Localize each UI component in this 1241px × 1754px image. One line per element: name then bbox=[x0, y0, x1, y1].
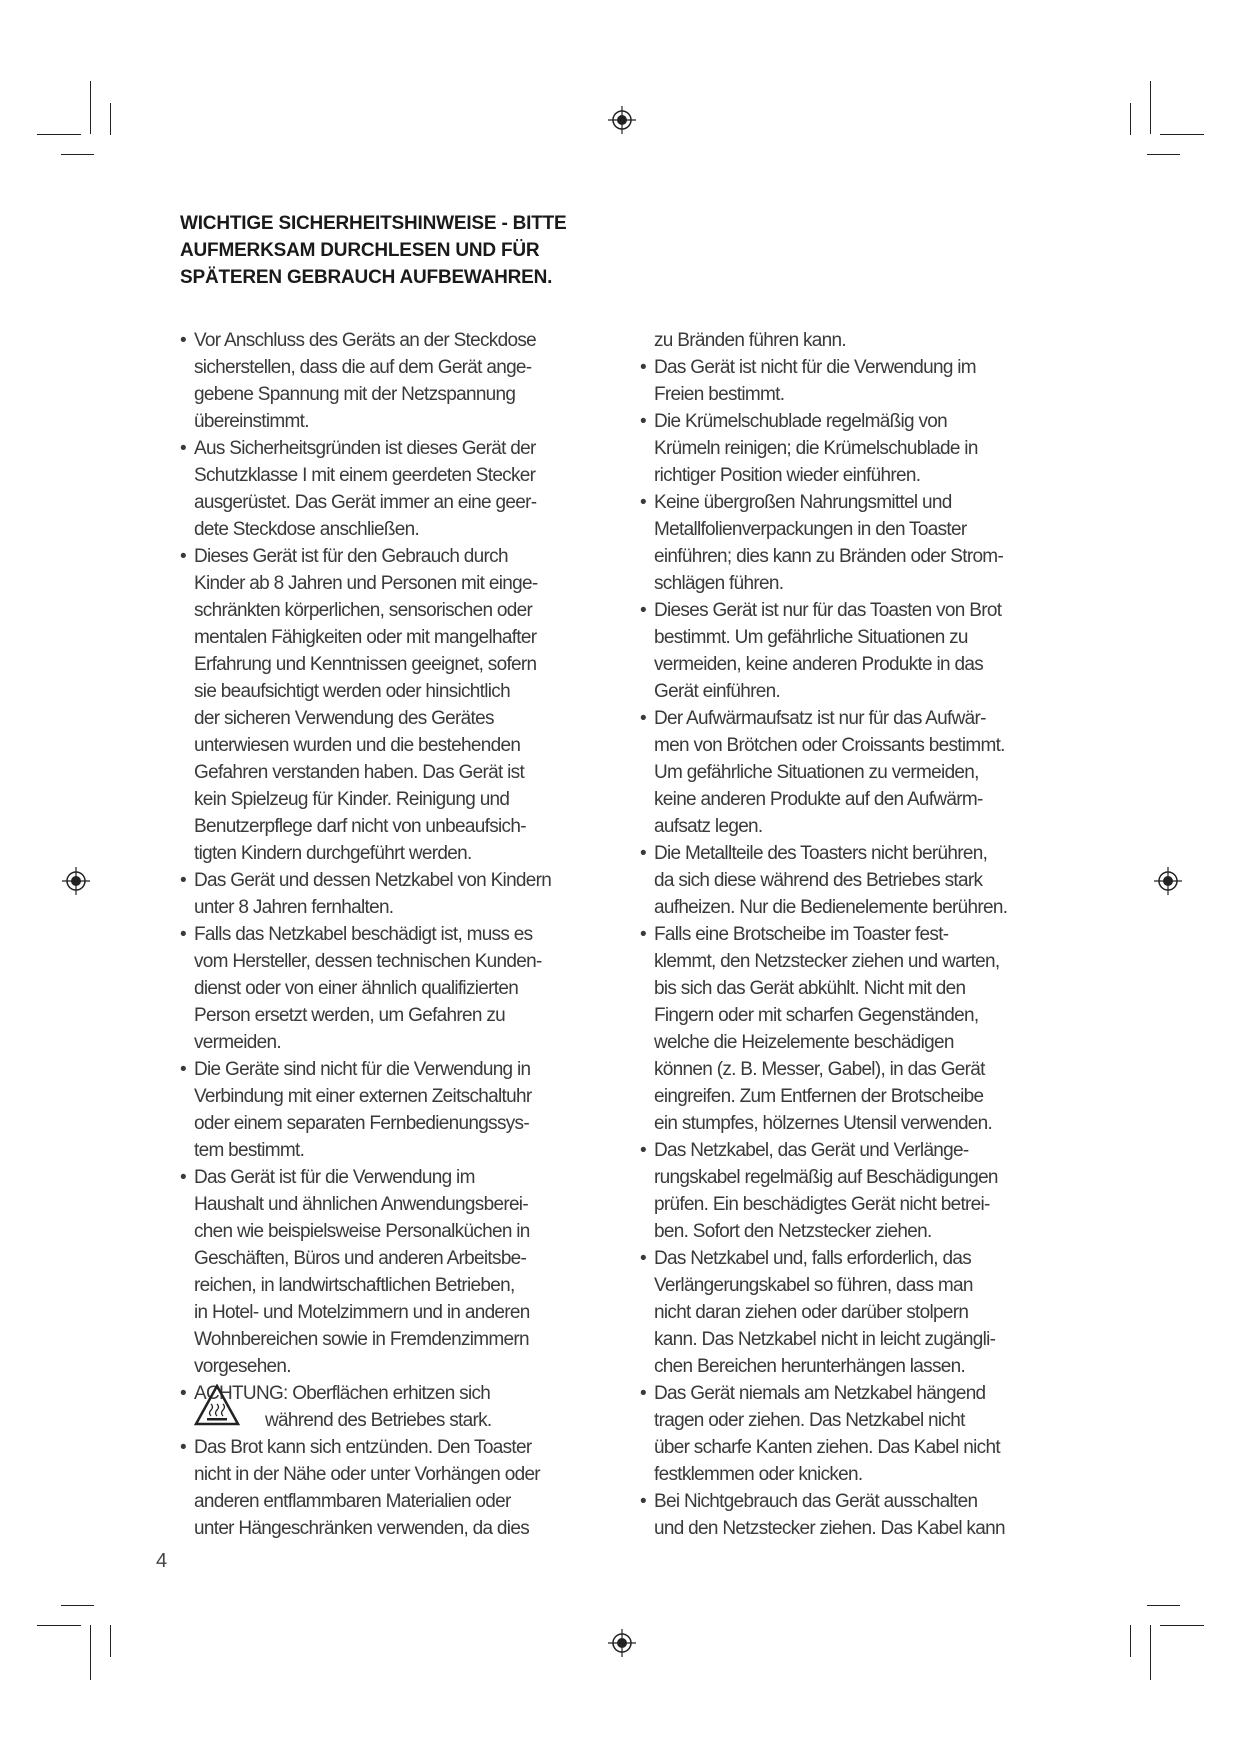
crop-mark bbox=[1160, 134, 1204, 135]
text-line: ein stumpfes, hölzernes Utensil verwenden. bbox=[654, 1113, 993, 1134]
text-line: kann. Das Netzkabel nicht in leicht zugängli- bbox=[654, 1329, 996, 1350]
text-line: Falls eine Brotscheibe im Toaster fest- bbox=[654, 924, 949, 945]
bullet: • bbox=[640, 1248, 646, 1269]
crop-mark bbox=[37, 134, 81, 135]
list-item bbox=[180, 543, 551, 867]
text-line: Krümeln reinigen; die Krümelschublade in bbox=[654, 438, 978, 459]
text-line: sicherstellen, dass die auf dem Gerät ange- bbox=[194, 357, 532, 378]
text-line: Gerät einführen. bbox=[654, 681, 781, 702]
text-line: chen wie beispielsweise Personalküchen in bbox=[194, 1221, 530, 1242]
text-line: Verbindung mit einer externen Zeitschaltuhr bbox=[194, 1086, 532, 1107]
text-line: rungskabel regelmäßig auf Beschädigungen bbox=[654, 1167, 998, 1188]
list-item bbox=[640, 840, 1007, 921]
list-item bbox=[180, 1164, 551, 1380]
text-line: unter Hängeschränken verwenden, da dies bbox=[194, 1518, 529, 1539]
bullet: • bbox=[640, 411, 646, 432]
text-line: anderen entflammbaren Materialien oder bbox=[194, 1491, 511, 1512]
list-item bbox=[640, 354, 1007, 408]
text-line: über scharfe Kanten ziehen. Das Kabel nicht bbox=[654, 1437, 1000, 1458]
heading-line: AUFMERKSAM DURCHLESEN UND FÜR bbox=[180, 240, 540, 261]
text-line: Freien bestimmt. bbox=[654, 384, 785, 405]
text-line: tigten Kindern durchgeführt werden. bbox=[194, 843, 472, 864]
text-line: Vor Anschluss des Geräts an der Steckdose bbox=[194, 330, 537, 351]
hot-surface-warning-icon bbox=[194, 1384, 240, 1426]
bullet: • bbox=[180, 546, 186, 567]
list-item bbox=[180, 327, 551, 435]
text-line: reichen, in landwirtschaftlichen Betrieben, bbox=[194, 1275, 515, 1296]
list-item bbox=[180, 1056, 551, 1164]
bullet: • bbox=[180, 870, 186, 891]
crop-mark bbox=[1147, 154, 1180, 155]
bullet: • bbox=[640, 708, 646, 729]
list-item bbox=[640, 1380, 1007, 1488]
crop-mark bbox=[61, 154, 94, 155]
text-line: Das Netzkabel, das Gerät und Verlänge- bbox=[654, 1140, 969, 1161]
text-line: in Hotel- und Motelzimmern und in anderen bbox=[194, 1302, 530, 1323]
crop-mark bbox=[90, 81, 91, 134]
bullet: • bbox=[640, 843, 646, 864]
text-line: kein Spielzeug für Kinder. Reinigung und bbox=[194, 789, 510, 810]
text-line: vermeiden, keine anderen Produkte in das bbox=[654, 654, 984, 675]
text-line: gebene Spannung mit der Netzspannung bbox=[194, 384, 516, 405]
crop-mark bbox=[1160, 1625, 1204, 1626]
crop-mark bbox=[110, 1625, 111, 1657]
text-line: tem bestimmt. bbox=[194, 1140, 305, 1161]
crop-mark bbox=[110, 103, 111, 135]
crop-mark bbox=[1150, 1625, 1151, 1680]
text-line: der sicheren Verwendung des Gerätes bbox=[194, 708, 494, 729]
text-line: Aus Sicherheitsgründen ist dieses Gerät der bbox=[194, 438, 536, 459]
text-line: aufheizen. Nur die Bedienelemente berühren. bbox=[654, 897, 1008, 918]
text-line: Dieses Gerät ist nur für das Toasten von Brot bbox=[654, 600, 1002, 621]
bullet: • bbox=[180, 330, 186, 351]
text-line: mentalen Fähigkeiten oder mit mangelhafter bbox=[194, 627, 537, 648]
text-line: da sich diese während des Betriebes stark bbox=[654, 870, 983, 891]
bullet: • bbox=[180, 1437, 186, 1458]
text-line: Fingern oder mit scharfen Gegenständen, bbox=[654, 1005, 979, 1026]
text-line: nicht daran ziehen oder darüber stolpern bbox=[654, 1302, 969, 1323]
text-line: schlägen führen. bbox=[654, 573, 784, 594]
crop-mark bbox=[61, 1605, 94, 1606]
heading-line: SPÄTEREN GEBRAUCH AUFBEWAHREN. bbox=[180, 267, 553, 288]
bullet: • bbox=[640, 600, 646, 621]
text-line: ACHTUNG: Oberflächen erhitzen sich bbox=[194, 1383, 491, 1404]
text-line: dienst oder von einer ähnlich qualifizierten bbox=[194, 978, 519, 999]
text-line: Keine übergroßen Nahrungsmittel und bbox=[654, 492, 952, 513]
bullet: • bbox=[180, 1383, 186, 1404]
text-line: Das Gerät ist nicht für die Verwendung im bbox=[654, 357, 976, 378]
list-item bbox=[640, 489, 1007, 597]
text-line: klemmt, den Netzstecker ziehen und warten, bbox=[654, 951, 1000, 972]
list-item bbox=[180, 1434, 551, 1542]
list-item bbox=[640, 1245, 1007, 1380]
text-line: nicht in der Nähe oder unter Vorhängen oder bbox=[194, 1464, 540, 1485]
text-line: aufsatz legen. bbox=[654, 816, 763, 837]
text-line: oder einem separaten Fernbedienungssys- bbox=[194, 1113, 529, 1134]
bullet: • bbox=[640, 492, 646, 513]
text-line: Verlängerungskabel so führen, dass man bbox=[654, 1275, 973, 1296]
bullet: • bbox=[180, 1059, 186, 1080]
text-line: keine anderen Produkte auf den Aufwärm- bbox=[654, 789, 983, 810]
text-line: dete Steckdose anschließen. bbox=[194, 519, 420, 540]
text-line: sie beaufsichtigt werden oder hinsichtlich bbox=[194, 681, 510, 702]
text-line: welche die Heizelemente beschädigen bbox=[654, 1032, 954, 1053]
text-line: Wohnbereichen sowie in Fremdenzimmern bbox=[194, 1329, 529, 1350]
text-line: Falls das Netzkabel beschädigt ist, muss es bbox=[194, 924, 533, 945]
crop-mark bbox=[1130, 103, 1131, 135]
text-line: zu Bränden führen kann. bbox=[654, 330, 846, 351]
crop-mark bbox=[1150, 81, 1151, 134]
list-item bbox=[640, 408, 1007, 489]
crop-mark bbox=[1130, 1625, 1131, 1657]
text-line: Schutzklasse I mit einem geerdeten Stecker bbox=[194, 465, 536, 486]
text-line: prüfen. Ein beschädigtes Gerät nicht betrei- bbox=[654, 1194, 990, 1215]
crop-mark bbox=[1147, 1605, 1180, 1606]
text-line: Erfahrung und Kenntnissen geeignet, sofern bbox=[194, 654, 537, 675]
text-line: bis sich das Gerät abkühlt. Nicht mit den bbox=[654, 978, 966, 999]
text-line: übereinstimmt. bbox=[194, 411, 309, 432]
text-line: Gefahren verstanden haben. Das Gerät ist bbox=[194, 762, 525, 783]
text-line: vermeiden. bbox=[194, 1032, 281, 1053]
text-line: und den Netzstecker ziehen. Das Kabel kann bbox=[654, 1518, 1005, 1539]
text-line: Benutzerpflege darf nicht von unbeaufsich- bbox=[194, 816, 526, 837]
left-column bbox=[180, 327, 551, 1542]
text-line: Person ersetzt werden, um Gefahren zu bbox=[194, 1005, 505, 1026]
text-line: men von Brötchen oder Croissants bestimmt. bbox=[654, 735, 1005, 756]
text-line: während des Betriebes stark. bbox=[265, 1410, 492, 1431]
text-line: Metallfolienverpackungen in den Toaster bbox=[654, 519, 967, 540]
text-line: Dieses Gerät ist für den Gebrauch durch bbox=[194, 546, 508, 567]
crop-mark bbox=[37, 1625, 81, 1626]
text-line: ben. Sofort den Netzstecker ziehen. bbox=[654, 1221, 932, 1242]
text-line: Die Krümelschublade regelmäßig von bbox=[654, 411, 948, 432]
text-line: chen Bereichen herunterhängen lassen. bbox=[654, 1356, 966, 1377]
text-line: schränkten körperlichen, sensorischen oder bbox=[194, 600, 533, 621]
text-line: Um gefährliche Situationen zu vermeiden, bbox=[654, 762, 979, 783]
text-line: eingreifen. Zum Entfernen der Brotscheibe bbox=[654, 1086, 984, 1107]
text-line: Geschäften, Büros und anderen Arbeitsbe- bbox=[194, 1248, 527, 1269]
list-item bbox=[640, 1488, 1007, 1542]
list-item bbox=[180, 921, 551, 1056]
heading-line: WICHTIGE SICHERHEITSHINWEISE - BITTE bbox=[180, 213, 567, 234]
list-item bbox=[640, 597, 1007, 705]
text-line: Das Netzkabel und, falls erforderlich, das bbox=[654, 1248, 971, 1269]
text-line: vom Hersteller, dessen technischen Kunden- bbox=[194, 951, 542, 972]
list-item bbox=[640, 921, 1007, 1137]
text-line: richtiger Position wieder einführen. bbox=[654, 465, 921, 486]
text-line: Das Gerät niemals am Netzkabel hängend bbox=[654, 1383, 986, 1404]
list-item bbox=[640, 327, 1007, 354]
list-item bbox=[180, 435, 551, 543]
bullet: • bbox=[640, 1491, 646, 1512]
text-line: vorgesehen. bbox=[194, 1356, 291, 1377]
registration-mark-icon bbox=[608, 1629, 636, 1657]
bullet: • bbox=[640, 1383, 646, 1404]
list-item bbox=[640, 1137, 1007, 1245]
text-line: Bei Nichtgebrauch das Gerät ausschalten bbox=[654, 1491, 978, 1512]
warning-list-item bbox=[180, 1380, 551, 1434]
text-line: Das Gerät ist für die Verwendung im bbox=[194, 1167, 475, 1188]
page-number: 4 bbox=[156, 1550, 168, 1572]
bullet: • bbox=[640, 924, 646, 945]
list-item bbox=[180, 867, 551, 921]
text-line: können (z. B. Messer, Gabel), in das Gerät bbox=[654, 1059, 985, 1080]
text-line: einführen; dies kann zu Bränden oder Strom- bbox=[654, 546, 1004, 567]
text-line: tragen oder ziehen. Das Netzkabel nicht bbox=[654, 1410, 965, 1431]
text-line: Die Geräte sind nicht für die Verwendung in bbox=[194, 1059, 531, 1080]
text-line: Haushalt und ähnlichen Anwendungsberei- bbox=[194, 1194, 528, 1215]
text-line: Das Gerät und dessen Netzkabel von Kindern bbox=[194, 870, 552, 891]
text-line: Der Aufwärmaufsatz ist nur für das Aufwär- bbox=[654, 708, 986, 729]
text-line: Die Metallteile des Toasters nicht berühren, bbox=[654, 843, 988, 864]
bullet: • bbox=[640, 1140, 646, 1161]
bullet: • bbox=[640, 357, 646, 378]
text-line: bestimmt. Um gefährliche Situationen zu bbox=[654, 627, 968, 648]
text-line: unter 8 Jahren fernhalten. bbox=[194, 897, 394, 918]
right-column bbox=[640, 327, 1007, 1542]
text-line: ausgerüstet. Das Gerät immer an eine geer- bbox=[194, 492, 537, 513]
list-item bbox=[640, 705, 1007, 840]
text-line: festklemmen oder knicken. bbox=[654, 1464, 863, 1485]
registration-mark-icon bbox=[608, 106, 636, 134]
bullet: • bbox=[180, 1167, 186, 1188]
text-line: Kinder ab 8 Jahren und Personen mit einge- bbox=[194, 573, 538, 594]
text-line: Das Brot kann sich entzünden. Den Toaster bbox=[194, 1437, 532, 1458]
registration-mark-icon bbox=[62, 867, 90, 895]
bullet: • bbox=[180, 924, 186, 945]
safety-heading bbox=[180, 210, 567, 291]
bullet: • bbox=[180, 438, 186, 459]
text-line: unterwiesen wurden und die bestehenden bbox=[194, 735, 521, 756]
registration-mark-icon bbox=[1154, 867, 1182, 895]
crop-mark bbox=[90, 1625, 91, 1680]
